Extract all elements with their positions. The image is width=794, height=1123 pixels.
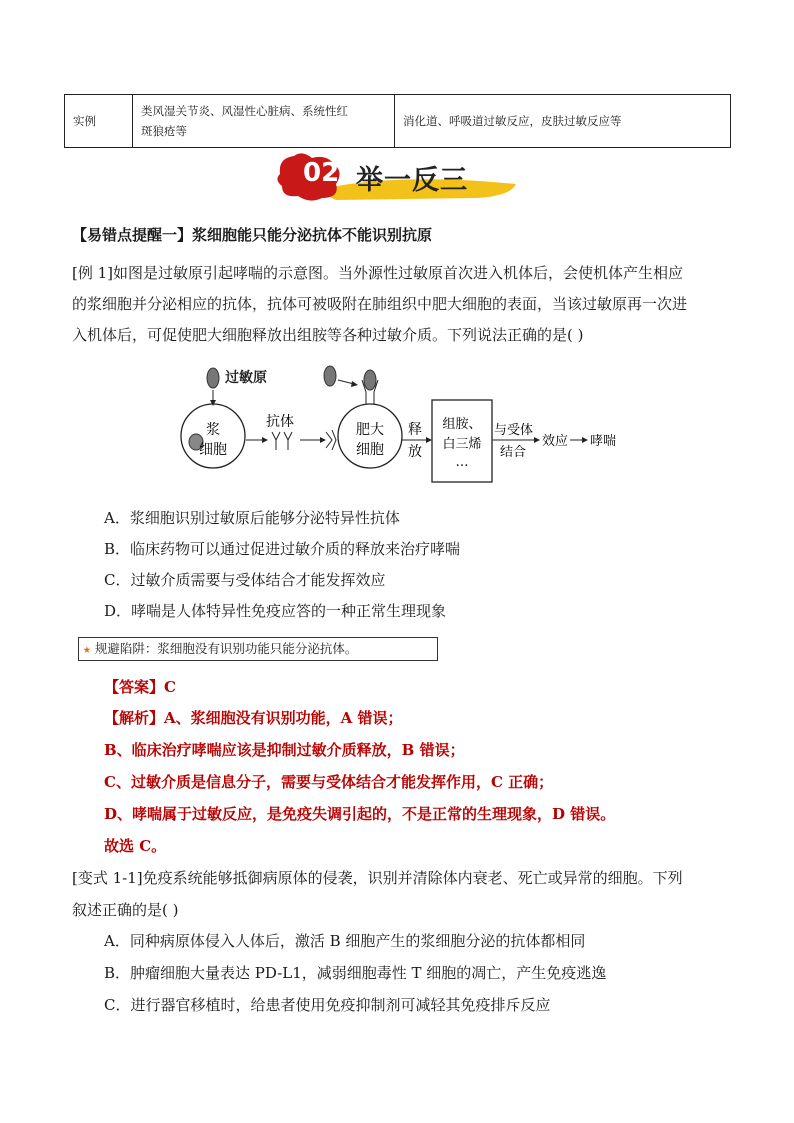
example-question-line: 入机体后，可促使肥大细胞释放出组胺等各种过敏介质。下列说法正确的是( ) [72,326,584,344]
option-b: B．临床药物可以通过促进过敏介质的释放来治疗哮喘 [104,540,461,558]
star-icon: ★ [83,642,91,657]
banner-number: 02 [303,158,340,188]
tip-heading: 【易错点提醒一】浆细胞能只能分泌抗体不能识别抗原 [72,226,433,244]
release-label: 放 [408,444,422,460]
arrow-head [320,437,326,443]
allergen-icon [207,368,219,388]
analysis-conclusion: 故选 C。 [104,837,167,855]
arrow-head [426,437,432,443]
table-row-label: 实例 [65,95,133,148]
effect-label: 效应 [542,434,569,449]
mediators-label: 组胺、 [442,417,482,432]
arrow-head [582,437,588,443]
example-question-line: [例 1]如图是过敏原引起哮喘的示意图。当外源性过敏原首次进入机体后，会使机体产生相应 [72,264,684,282]
variant-question-line: 叙述正确的是( ) [72,901,179,919]
variant-option-c: C．进行器官移植时，给患者使用免疫抑制剂可减轻其免疫排斥反应 [104,996,551,1014]
mast-cell-label: 肥大 [356,422,384,438]
example-question-line: 的浆细胞并分泌相应的抗体，抗体可被吸附在肺组织中肥大细胞的表面，当该过敏原再一次进 [72,295,688,313]
arrow-head [210,400,216,406]
analysis-line: 【解析】A、浆细胞没有识别功能，A 错误； [104,709,403,727]
antibody-label: 抗体 [266,414,294,430]
option-a: A．浆细胞识别过敏原后能够分泌特异性抗体 [104,509,400,527]
trap-note-box [78,637,438,661]
trap-note-text: 规避陷阱：浆细胞没有识别功能只能分泌抗体。 [94,641,358,656]
allergen-icon [364,370,376,390]
banner-title: 举一反三 [356,165,468,196]
arrow-head [262,437,268,443]
table-cell-autoimmune [133,95,395,148]
answer-line: 【答案】C [104,678,176,696]
option-d: D．哮喘是人体特异性免疫应答的一种正常生理现象 [104,602,447,620]
analysis-line: B、临床治疗哮喘应该是抑制过敏介质释放，B 错误； [104,741,465,759]
allergen-icon [324,366,336,386]
arrow-head [351,381,358,387]
allergen-label: 过敏原 [225,370,267,386]
antibody-icon [326,432,332,448]
variant-option-a: A．同种病原体侵入人体后，激活 B 细胞产生的浆细胞分泌的抗体都相同 [104,932,586,950]
plasma-cell-label: 细胞 [199,442,227,458]
table-row [65,95,731,148]
allergy-asthma-diagram [170,360,630,490]
table-cell-allergy: 消化道、呼吸道过敏反应，皮肤过敏反应等 [395,95,731,148]
antibody-icon [272,432,280,450]
asthma-label: 哮喘 [590,434,617,449]
antibody-icon [284,432,292,450]
plasma-cell-label: 浆 [206,422,220,438]
comparison-table [64,94,731,148]
option-c: C．过敏介质需要与受体结合才能发挥效应 [104,571,386,589]
variant-question-line: [变式 1-1]免疫系统能够抵御病原体的侵袭，识别并清除体内衰老、死亡或异常的细胞。下列 [72,869,683,887]
mediators-label: … [455,455,469,470]
analysis-line: D、哮喘属于过敏反应，是免疫失调引起的，不是正常的生理现象，D 错误。 [104,805,616,823]
analysis-line: C、过敏介质是信息分子，需要与受体结合才能发挥作用，C 正确； [104,773,554,791]
mediators-label: 白三烯 [442,437,482,452]
variant-option-b: B．肿瘤细胞大量表达 PD-L1，减弱细胞毒性 T 细胞的凋亡，产生免疫逃逸 [104,964,607,982]
arrow-head [534,437,540,443]
release-label: 释 [408,422,422,438]
mast-cell-label: 细胞 [356,442,384,458]
receptor-label: 结合 [500,445,527,460]
table-cell-line: 斑狼疮等 [141,124,187,138]
receptor-label: 与受体 [494,423,534,438]
table-cell-line: 类风湿关节炎、风湿性心脏病、系统性红 [141,104,348,118]
